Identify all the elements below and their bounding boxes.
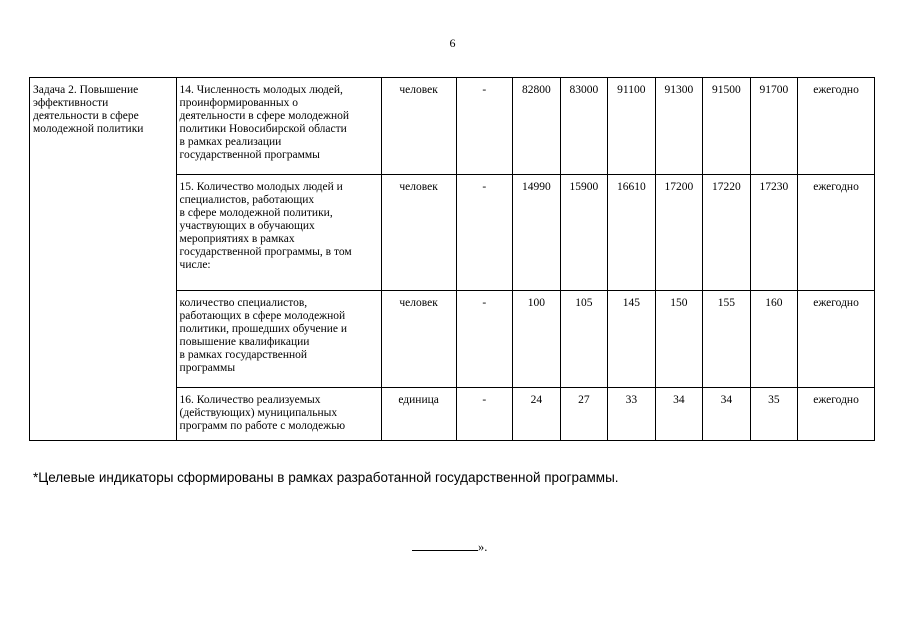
indicator-name-line: 15. Количество молодых людей и [179,181,343,193]
value-cell: 17220 [703,175,751,291]
value-cell: 91700 [750,78,798,175]
period-cell: ежегодно [798,78,875,175]
value-cell: 91500 [703,78,751,175]
closing-line [412,538,487,555]
unit-cell: человек [381,175,456,291]
value-cell: 14990 [513,175,561,291]
value-cell: 17230 [750,175,798,291]
footnote: *Целевые индикаторы сформированы в рамках разработанной государственной программы. [33,470,619,485]
value-cell: 16610 [608,175,656,291]
value-cell: 15900 [560,175,608,291]
indicator-name-line: повышение квалификации [179,336,310,348]
indicator-name-line: программ по работе с молодежью [179,420,346,432]
unit-cell: человек [381,78,456,175]
base-value-cell: - [456,78,513,175]
indicator-name-cell [176,388,381,441]
period-cell: ежегодно [798,388,875,441]
value-cell: 34 [703,388,751,441]
value-cell: 155 [703,291,751,388]
signature-blank-line [412,538,478,551]
indicator-name-line: программы [179,362,236,374]
value-cell: 33 [608,388,656,441]
indicator-name-line: числе: [179,259,211,271]
indicator-name-line: участвующих в обучающих [179,220,315,232]
indicator-name-cell [176,78,381,175]
value-cell: 17200 [655,175,703,291]
task-line: деятельности в сфере [33,110,139,122]
task-line: эффективности [33,97,109,109]
value-cell: 105 [560,291,608,388]
indicator-name-cell [176,175,381,291]
value-cell: 27 [560,388,608,441]
indicator-name-line: мероприятиях в рамках [179,233,295,245]
base-value-cell: - [456,388,513,441]
task-line: Задача 2. Повышение [33,84,139,96]
indicator-name-line: количество специалистов, [179,297,308,309]
indicator-name-line: политики, прошедших обучение и [179,323,348,335]
indicator-name-line: специалистов, работающих [179,194,315,206]
value-cell: 100 [513,291,561,388]
period-cell: ежегодно [798,175,875,291]
indicator-name-line: 16. Количество реализуемых [179,394,321,406]
base-value-cell: - [456,175,513,291]
task-line: молодежной политики [33,123,144,135]
value-cell: 150 [655,291,703,388]
value-cell: 35 [750,388,798,441]
value-cell: 91300 [655,78,703,175]
indicator-name-line: политики Новосибирской области [179,123,347,135]
value-cell: 160 [750,291,798,388]
closing-quote: ». [478,540,488,554]
base-value-cell: - [456,291,513,388]
indicator-name-line: (действующих) муниципальных [179,407,338,419]
indicator-name-line: проинформированных о [179,97,299,109]
unit-cell: человек [381,291,456,388]
indicator-name-line: в сфере молодежной политики, [179,207,333,219]
indicator-name-line: 14. Численность молодых людей, [179,84,343,96]
indicator-name-line: государственной программы [179,149,320,161]
period-cell: ежегодно [798,291,875,388]
indicator-name-line: деятельности в сфере молодежной [179,110,350,122]
indicator-name-cell [176,291,381,388]
page-number: 6 [449,36,456,50]
indicator-name-line: в рамках государственной [179,349,308,361]
value-cell: 82800 [513,78,561,175]
indicator-name-line: государственной программы, в том [179,246,352,258]
value-cell: 83000 [560,78,608,175]
indicators-table [29,77,875,441]
indicator-name-line: работающих в сфере молодежной [179,310,346,322]
unit-cell: единица [381,388,456,441]
table-row [30,78,875,175]
task-cell [30,78,177,441]
value-cell: 145 [608,291,656,388]
value-cell: 24 [513,388,561,441]
indicator-name-line: в рамках реализации [179,136,282,148]
value-cell: 91100 [608,78,656,175]
value-cell: 34 [655,388,703,441]
